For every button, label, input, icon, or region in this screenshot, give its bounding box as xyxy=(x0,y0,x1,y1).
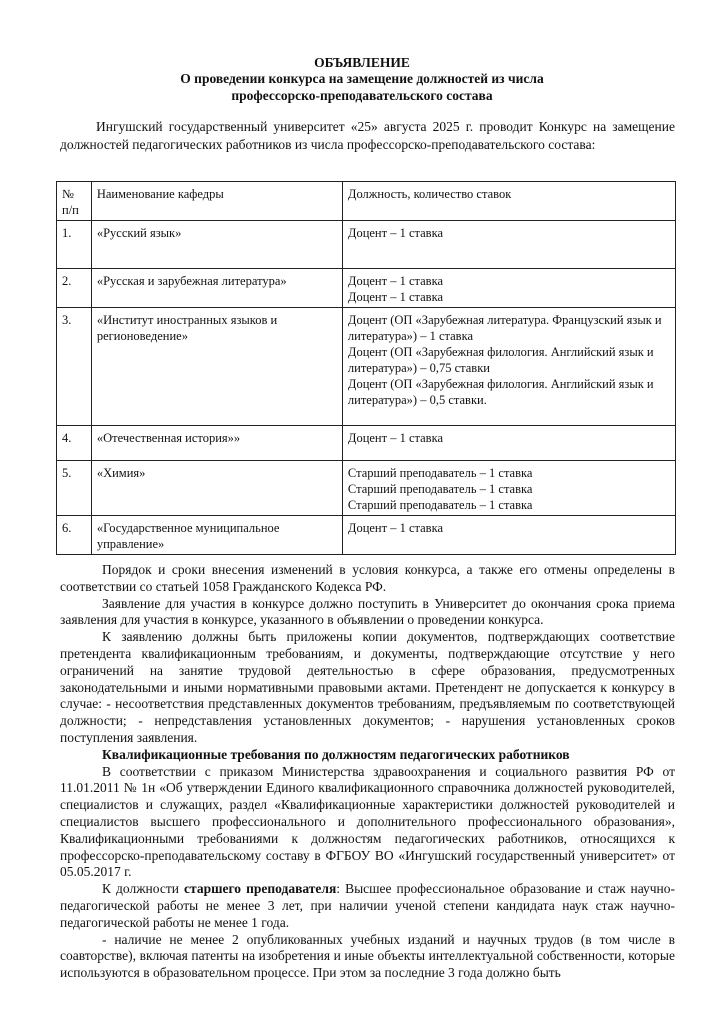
intro-paragraph: Ингушский государственный университет «25» августа 2025 г. проводит Конкурс на замещение должностей педагогических работников из числа профессорско-преподавательского состава: xyxy=(60,119,675,152)
senior-lecturer-prefix: К должности xyxy=(102,881,185,897)
row-number: 4. xyxy=(57,426,92,461)
row-department: «Русская и зарубежная литература» xyxy=(91,269,342,308)
table-row xyxy=(57,221,676,269)
row-department: «Отечественная история»» xyxy=(91,426,342,461)
table-row xyxy=(57,426,676,461)
row-department: «Русский язык» xyxy=(91,221,342,269)
header-department: Наименование кафедры xyxy=(91,182,342,221)
row-department: «Химия» xyxy=(91,461,342,516)
table-row xyxy=(57,516,676,555)
header-positions: Должность, количество ставок xyxy=(342,182,675,221)
page-subtitle-line1: О проведении конкурса на замещение должностей из числа xyxy=(180,71,544,86)
body-text xyxy=(60,562,675,982)
row-number: 3. xyxy=(57,308,92,426)
row-department: «Институт иностранных языков и регионоведение» xyxy=(91,308,342,426)
row-department: «Государственное муниципальное управление» xyxy=(91,516,342,555)
table-row xyxy=(57,461,676,516)
position-line: Доцент (ОП «Зарубежная литература. Французский язык и литература») – 1 ставка xyxy=(347,313,662,343)
position-line: Доцент – 1 ставка xyxy=(347,226,444,240)
header-number: № п/п xyxy=(57,182,92,221)
paragraph-amendments: Порядок и сроки внесения изменений в условия конкурса, а также его отмены определены в соответствии со статьей 1058 Гражданского Кодекса РФ. xyxy=(60,562,675,594)
paragraph-order: В соответствии с приказом Министерства здравоохранения и социального развития РФ от 11.01.2011 № 1н «Об утверждении Единого квалификационного справочника должностей руководителей, специалистов и служащих, раздел «Квалификационные характеристики должностей руководителей и специалистов высшего профессионального и дополнительного профессионального образования», Квалификационными требованиями к должностям педагогических работников, относящихся к профессорско-преподавательскому составу в ФГБОУ ВО «Ингушский государственный университет» от 05.05.2017 г. xyxy=(60,763,675,880)
position-line: Старший преподаватель – 1 ставка xyxy=(347,498,533,512)
row-number: 6. xyxy=(57,516,92,555)
page-subtitle-line2: профессорско-преподавательского состава xyxy=(231,88,493,103)
row-positions xyxy=(342,221,675,269)
section-heading: Квалификационные требования по должностям педагогических работников xyxy=(102,746,570,762)
senior-lecturer-term: старшего преподавателя xyxy=(184,881,337,897)
position-line: Доцент – 1 ставка xyxy=(347,431,444,445)
position-line: Старший преподаватель – 1 ставка xyxy=(347,482,533,496)
row-positions xyxy=(342,269,675,308)
table-row xyxy=(57,269,676,308)
table-row xyxy=(57,308,676,426)
position-line: Доцент (ОП «Зарубежная филология. Английский язык и литература») – 0,5 ставки. xyxy=(347,377,654,407)
row-positions xyxy=(342,308,675,426)
paragraph-documents: К заявлению должны быть приложены копии документов, подтверждающих соответствие претендента квалификационным требованиям, и документы, подтверждающие отсутствие у него ограничений на занятие трудовой деятельностью в сфере образования, предусмотренных законодательными и иными нормативными правовыми актами. Претендент не допускается к конкурсу в случае: - несоответствия представленных документов требованиям, предъявляемым по соответствующей должности; - непредставления установленных документов; - нарушения установленных сроков поступления заявления. xyxy=(60,629,675,745)
senior-lecturer-requirements: : Высшее профессиональное образование и стаж научно-педагогической работы не менее 3 лет, при наличии ученой степени кандидата наук стаж научно-педагогической работы не менее 1 года. xyxy=(60,881,676,930)
vacancies-table xyxy=(56,181,676,555)
page-title: ОБЪЯВЛЕНИЕ xyxy=(314,55,410,70)
table-header-row xyxy=(57,182,676,221)
position-line: Доцент – 1 ставка xyxy=(347,290,444,304)
row-number: 2. xyxy=(57,269,92,308)
position-line: Старший преподаватель – 1 ставка xyxy=(347,466,533,480)
row-positions xyxy=(342,516,675,555)
position-line: Доцент (ОП «Зарубежная филология. Английский язык и литература») – 0,75 ставки xyxy=(347,345,654,375)
row-positions xyxy=(342,426,675,461)
position-line: Доцент – 1 ставка xyxy=(347,521,444,535)
row-positions xyxy=(342,461,675,516)
paragraph-application: Заявление для участия в конкурсе должно поступить в Университет до окончания срока приема заявления для участия в конкурсе, указанного в объявлении о проведении конкурса. xyxy=(60,595,675,628)
row-number: 1. xyxy=(57,221,92,269)
row-number: 5. xyxy=(57,461,92,516)
paragraph-senior-lecturer xyxy=(60,881,675,931)
position-line: Доцент – 1 ставка xyxy=(347,274,444,288)
paragraph-publications: - наличие не менее 2 опубликованных учебных изданий и научных трудов (в том числе в соавторстве), включая патенты на изобретения и иные объекты интеллектуальной собственности, которые используются в образовательном процессе. При этом за последние 3 года должно быть xyxy=(60,931,675,981)
